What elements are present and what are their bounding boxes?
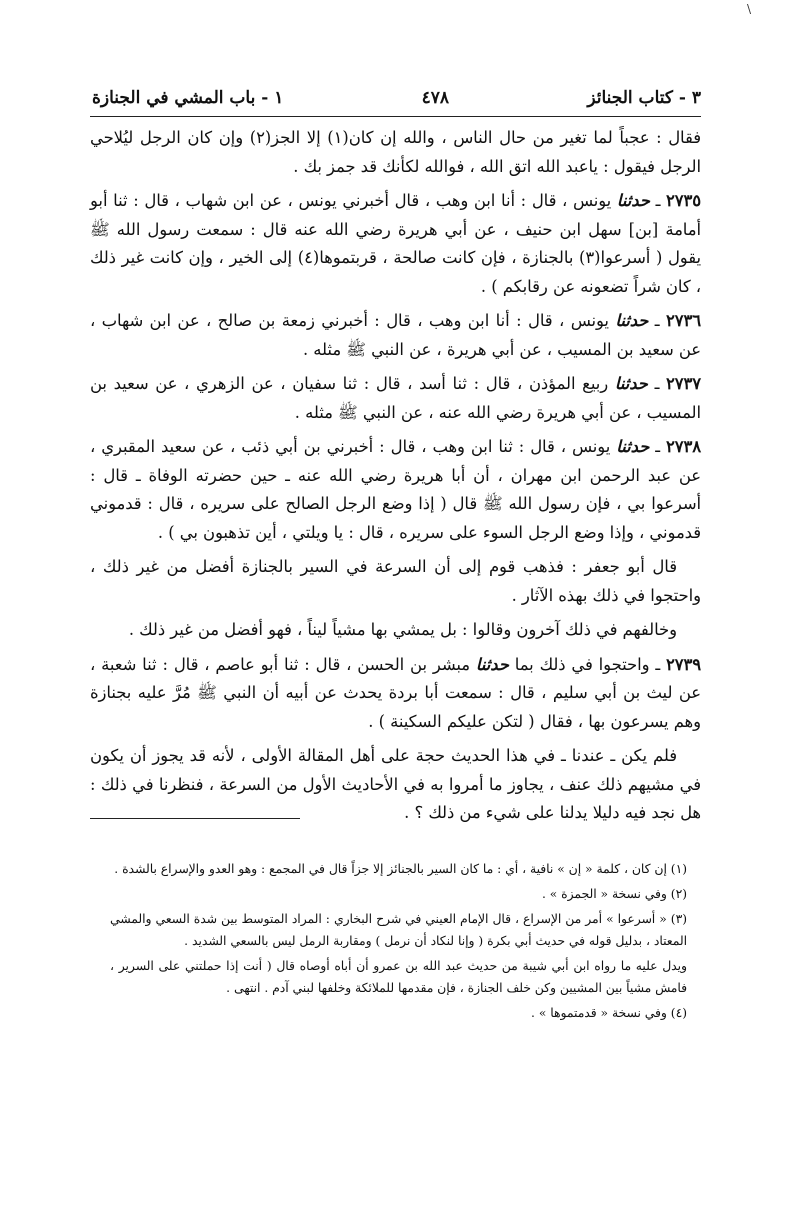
footnote: (٢) وفي نسخة « الجمزة » . — [541, 887, 687, 901]
footnote: (٤) وفي نسخة « قدمتموها » . — [531, 1006, 687, 1020]
paragraph: فلم يكن ـ عندنا ـ في هذا الحديث حجة على أهل المقالة الأولى ، لأنه قد يجوز أن يكون في مشيهم ذلك عنف ، يجاوز ما أمروا به في الأحاديث الأول من السرعة ، فنظرنا في ذلك : هل نجد فيه دليلا يدلنا على شيء من ذلك ؟ . — [90, 746, 701, 822]
hadith-entry: ٢٧٣٦ ـ حدثنا يونس ، قال : أنا ابن وهب ، قال : أخبرني زمعة بن صالح ، عن ابن شهاب ، عن سعيد بن المسيب ، عن أبي هريرة ، عن النبي ﷺ مثله . — [90, 311, 701, 359]
haddathana-word: حدثنا — [614, 374, 648, 393]
hadith-number: ٢٧٣٥ — [666, 191, 701, 210]
hadith-number: ٢٧٣٩ — [666, 654, 701, 674]
header-page-number: ٤٧٨ — [421, 88, 450, 108]
haddathana-word: حدثنا — [615, 311, 649, 330]
haddathana-word: حدثنا — [616, 437, 650, 456]
hadith-number: ٢٧٣٨ — [666, 437, 702, 456]
footnote-rule — [90, 818, 300, 819]
header-rule — [90, 116, 701, 117]
haddathana-word: حدثنا — [616, 191, 650, 210]
main-text — [90, 124, 701, 834]
header-chapter-title: ١ - باب المشي في الجنازة — [92, 88, 284, 108]
footnote: (٣) « أسرعوا » أمر من الإسراع ، قال الإمام العيني في شرح البخاري : المراد المتوسط بين شدة السعي والمشي المعتاد ، بدليل قوله في حديث أبي بكرة ( وإنا لنكاد أن نرمل ) ومقاربة الرمل ليس بالسعي الشديد . — [110, 912, 687, 948]
running-header — [92, 82, 701, 114]
hadith-number: ٢٧٣٧ — [666, 374, 702, 393]
corner-mark: \ — [746, 2, 751, 16]
header-book-title: ٣ - كتاب الجنائز — [587, 88, 701, 108]
hadith-entry: ٢٧٣٥ ـ حدثنا يونس ، قال : أنا ابن وهب ، قال أخبرني يونس ، عن ابن شهاب ، قال : ثنا أبو أمامة [بن] سهل ابن حنيف ، عن أبي هريرة رضي الله عنه قال : سمعت رسول الله ﷺ يقول ( أسرعوا(٣) بالجنازة ، فإن كانت صالحة ، قربتموها(٤) إلى الخير ، وإن كانت غير ذلك ، كان شراً تضعونه عن رقابكم ) . — [90, 191, 701, 296]
footnote: ويدل عليه ما رواه ابن أبي شيبة من حديث عبد الله بن عمرو أن أباه أوصاه قال ( أنت إذا حملتني على السرير ، فامش مشياً بين المشيين وكن خلف الجنازة ، فإن مقدمها للملائكة وخلفها لبني آدم . انتهى . — [110, 959, 687, 995]
paragraph: فقال : عجباً لما تغير من حال الناس ، والله إن كان(١) إلا الجز(٢) وإن كان الرجل ليُلاحي الرجل فيقول : ياعبد الله اتق الله ، فوالله لكأنك قد جمز بك . — [90, 128, 702, 176]
hadith-entry: ٢٧٣٨ ـ حدثنا يونس ، قال : ثنا ابن وهب ، قال : أخبرني بن أبي ذئب ، عن سعيد المقبري ، عن عبد الرحمن ابن مهران ، أن أبا هريرة رضي الله عنه ـ حين حضرته الوفاة ـ قال : أسرعوا بي ، فإن رسول الله ﷺ قال ( إذا وضع الرجل الصالح على سريره ، قال : قدموني قدموني ، وإذا وضع الرجل السوء على سريره ، قال : يا ويلتي ، أين تذهبون بي ) . — [90, 437, 702, 542]
hadith-entry: ٢٧٣٧ ـ حدثنا ربيع المؤذن ، قال : ثنا أسد ، قال : ثنا سفيان ، عن الزهري ، عن سعيد بن المسيب ، عن أبي هريرة رضي الله عنه ، عن النبي ﷺ مثله . — [90, 374, 702, 422]
footnotes — [110, 858, 687, 1027]
haddathana-word: حدثنا — [475, 654, 509, 674]
hadith-entry: ٢٧٣٩ ـ واحتجوا في ذلك بما حدثنا مبشر بن الحسن ، قال : ثنا أبو عاصم ، قال : ثنا شعبة ، عن ليث بن أبي سليم ، قال : سمعت أبا بردة يحدث عن أبيه أن النبي ﷺ مُرَّ عليه بجنازة وهم يسرعون بها ، فقال ( لتكن عليكم السكينة ) . — [90, 654, 701, 731]
paragraph: قال أبو جعفر : فذهب قوم إلى أن السرعة في السير بالجنازة أفضل من غير ذلك ، واحتجوا في ذلك بهذه الآثار . — [90, 557, 701, 605]
hadith-number: ٢٧٣٦ — [666, 311, 701, 330]
paragraph: وخالفهم في ذلك آخرون وقالوا : بل يمشي بها مشياً ليناً ، فهو أفضل من غير ذلك . — [128, 620, 677, 639]
footnote: (١) إن كان ، كلمة « إن » نافية ، أي : ما كان السير بالجنائز إلا جزاً قال في المجمع : وهو العدو والإسراع بالشدة . — [114, 862, 687, 876]
